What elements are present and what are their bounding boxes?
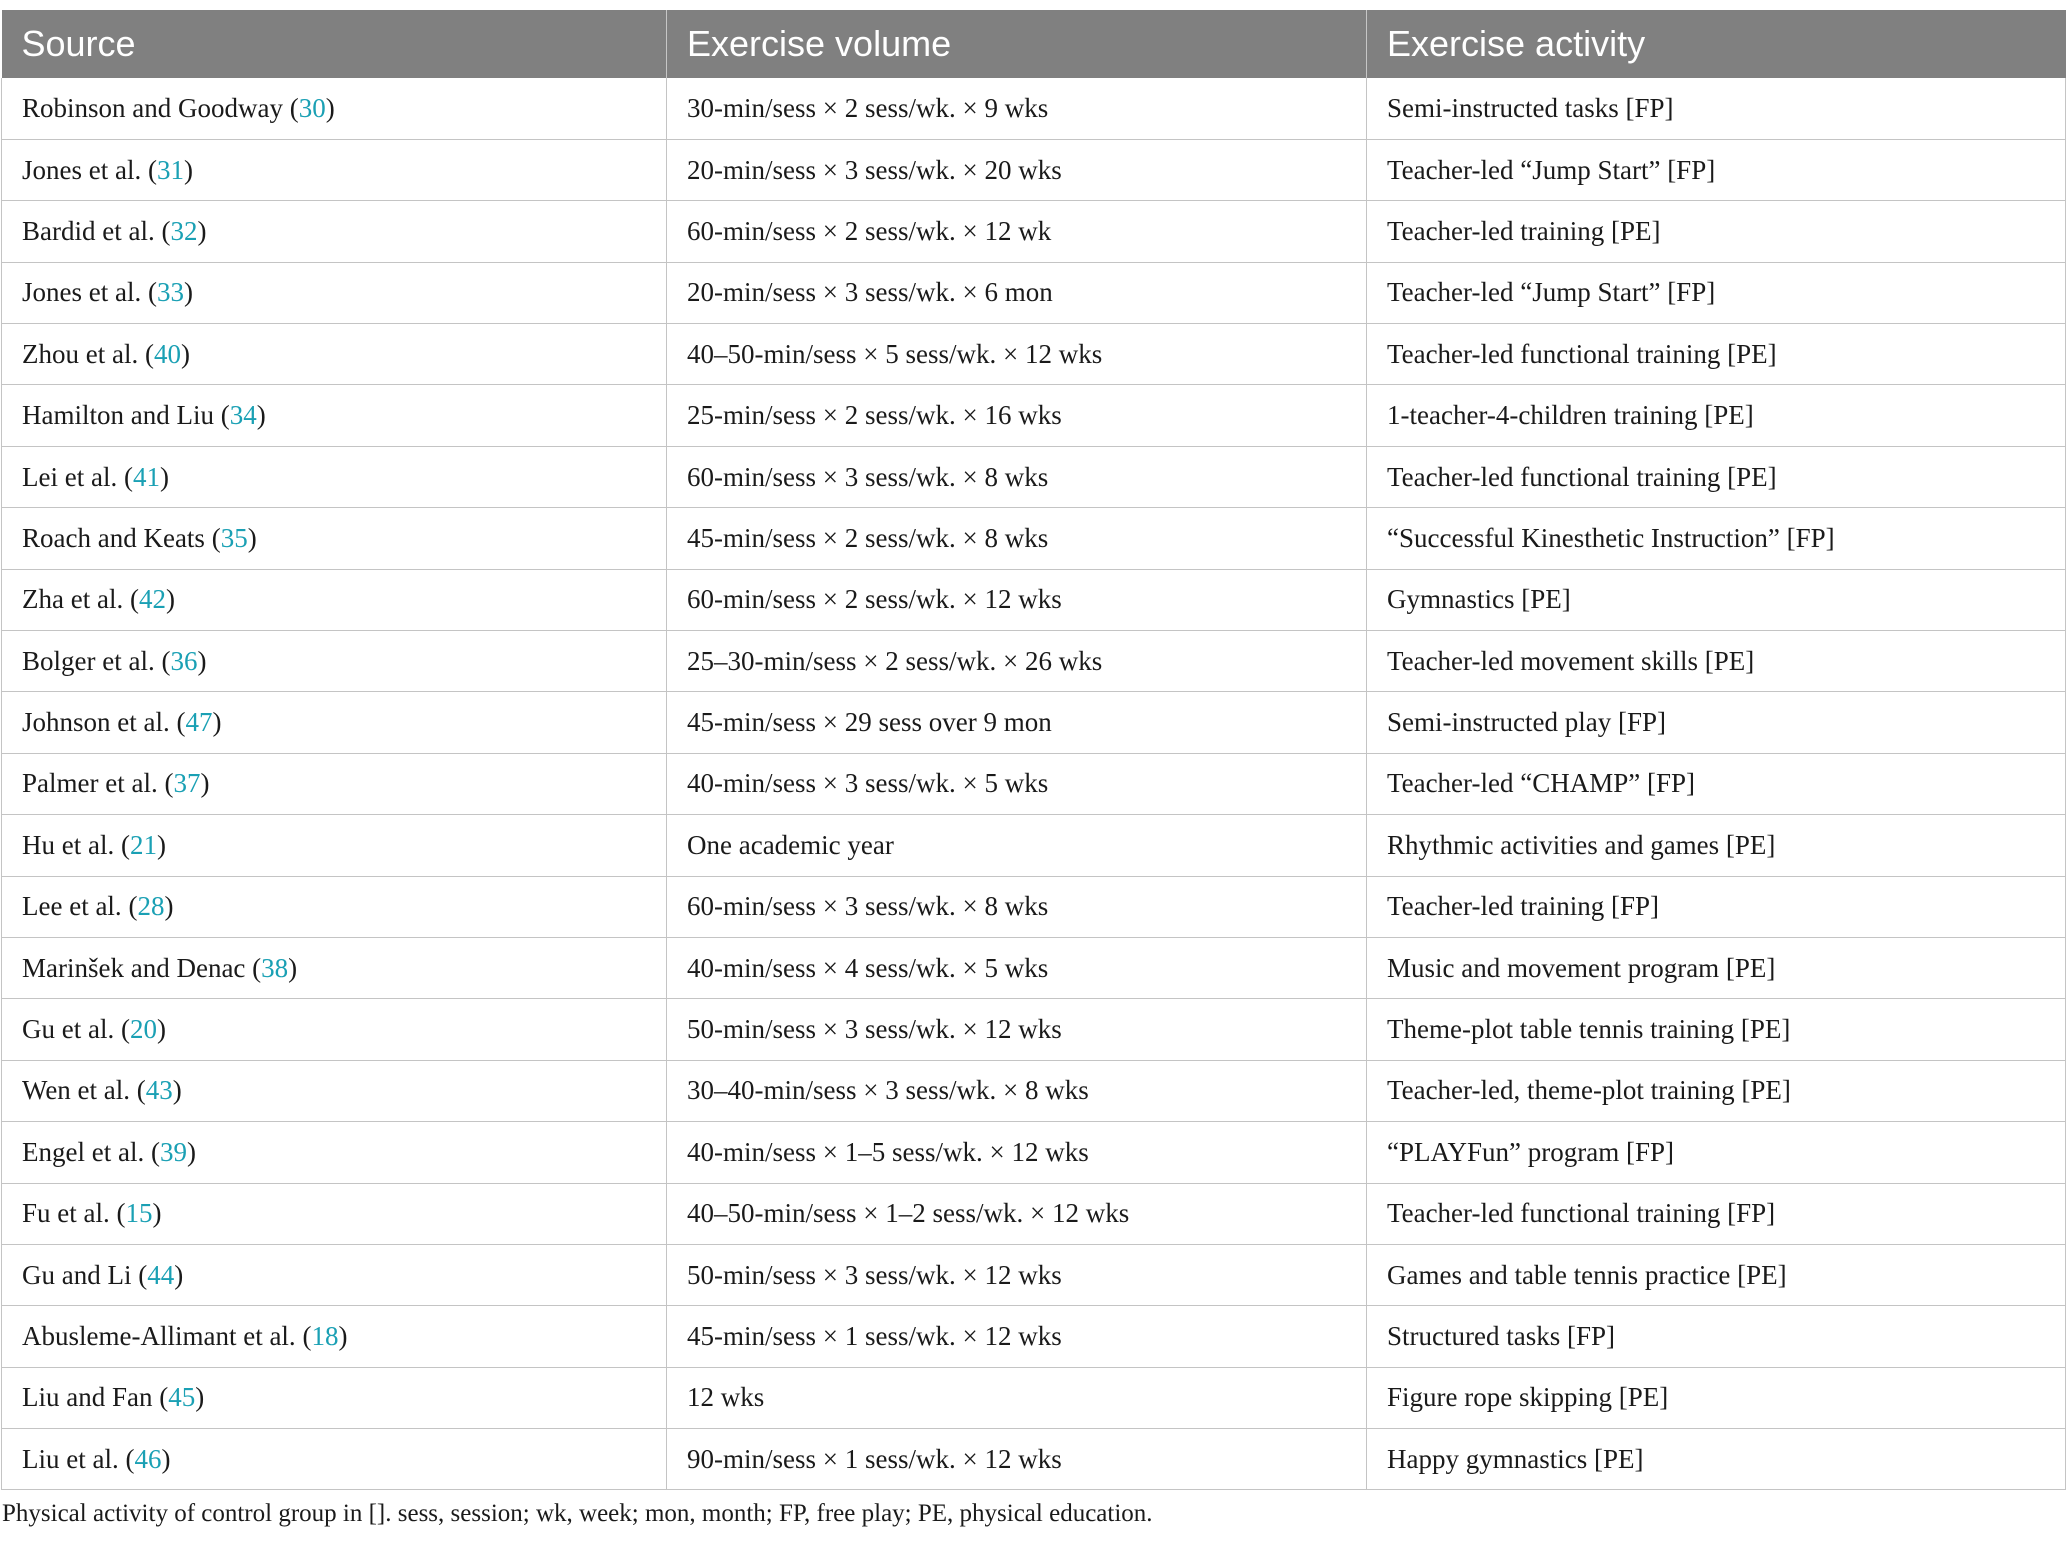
reference-link[interactable]: 37: [173, 768, 201, 799]
cell-exercise-activity: Teacher-led “Jump Start” [FP]: [1367, 139, 2066, 200]
source-name: Bardid et al.: [22, 215, 155, 246]
cell-exercise-volume: 60-min/sess × 3 sess/wk. × 8 wks: [667, 876, 1367, 937]
cell-source: Liu and Fan (45): [2, 1367, 667, 1428]
cell-exercise-activity: 1-teacher-4-children training [PE]: [1367, 385, 2066, 446]
source-name: Hu et al.: [22, 829, 115, 860]
table-container: [1, 10, 2065, 1490]
table-row: [2, 631, 2066, 692]
cell-source: Zhou et al. (40): [2, 324, 667, 385]
source-name: Lei et al.: [22, 461, 118, 492]
table-footnote: Physical activity of control group in []. sess, session; wk, week; mon, month; FP, free play; PE, physical education.: [2, 1500, 1153, 1527]
cell-exercise-activity: Teacher-led, theme-plot training [PE]: [1367, 1060, 2066, 1121]
table-row: [2, 1429, 2066, 1490]
cell-source: Abusleme-Allimant et al. (18): [2, 1306, 667, 1367]
cell-exercise-volume: 30–40-min/sess × 3 sess/wk. × 8 wks: [667, 1060, 1367, 1121]
source-name: Abusleme-Allimant et al.: [22, 1321, 296, 1351]
cell-source: Gu et al. (20): [2, 999, 667, 1060]
source-name: Palmer et al.: [22, 768, 158, 799]
reference-link[interactable]: 45: [168, 1382, 196, 1413]
table-row: [2, 385, 2066, 446]
cell-exercise-volume: 40-min/sess × 1–5 sess/wk. × 12 wks: [667, 1122, 1367, 1183]
cell-source: Robinson and Goodway (30): [2, 78, 667, 139]
cell-exercise-activity: Teacher-led “Jump Start” [FP]: [1367, 262, 2066, 323]
cell-exercise-activity: Teacher-led functional training [FP]: [1367, 1183, 2066, 1244]
cell-source: Johnson et al. (47): [2, 692, 667, 753]
table-row: [2, 508, 2066, 569]
header-exercise-activity: Exercise activity: [1367, 10, 2066, 78]
reference-link[interactable]: 18: [311, 1321, 339, 1351]
cell-source: Bardid et al. (32): [2, 201, 667, 262]
cell-exercise-volume: 50-min/sess × 3 sess/wk. × 12 wks: [667, 999, 1367, 1060]
source-name: Bolger et al.: [22, 645, 155, 676]
source-name: Gu and Li: [22, 1259, 132, 1290]
reference-link[interactable]: 15: [125, 1198, 153, 1229]
table-body: [2, 78, 2066, 1490]
table-row: [2, 937, 2066, 998]
table-row: [2, 78, 2066, 139]
table-row: [2, 139, 2066, 200]
cell-source: Hamilton and Liu (34): [2, 385, 667, 446]
cell-exercise-activity: Teacher-led training [PE]: [1367, 201, 2066, 262]
cell-exercise-volume: 40–50-min/sess × 1–2 sess/wk. × 12 wks: [667, 1183, 1367, 1244]
cell-source: Palmer et al. (37): [2, 753, 667, 814]
cell-source: Lee et al. (28): [2, 876, 667, 937]
table-row: [2, 569, 2066, 630]
cell-exercise-activity: Gymnastics [PE]: [1367, 569, 2066, 630]
reference-link[interactable]: 44: [147, 1259, 175, 1290]
source-name: Engel et al.: [22, 1136, 145, 1167]
table-row: [2, 1306, 2066, 1367]
table-row: [2, 1122, 2066, 1183]
source-name: Liu et al.: [22, 1443, 119, 1474]
table-row: [2, 1183, 2066, 1244]
cell-exercise-volume: 30-min/sess × 2 sess/wk. × 9 wks: [667, 78, 1367, 139]
cell-source: Liu et al. (46): [2, 1429, 667, 1490]
source-name: Marinšek and Denac: [22, 952, 246, 983]
cell-source: Zha et al. (42): [2, 569, 667, 630]
source-name: Jones et al.: [22, 154, 142, 185]
reference-link[interactable]: 46: [134, 1443, 162, 1474]
source-name: Robinson and Goodway: [22, 92, 283, 123]
reference-link[interactable]: 34: [229, 400, 257, 431]
table-row: [2, 262, 2066, 323]
source-name: Jones et al.: [22, 277, 142, 308]
table-row: [2, 1244, 2066, 1305]
reference-link[interactable]: 43: [145, 1075, 173, 1106]
table-row: [2, 692, 2066, 753]
source-name: Zhou et al.: [22, 338, 139, 369]
reference-link[interactable]: 41: [132, 461, 160, 492]
table-header: [2, 10, 2066, 78]
reference-link[interactable]: 39: [159, 1136, 187, 1167]
source-name: Liu and Fan: [22, 1382, 153, 1413]
cell-exercise-activity: Rhythmic activities and games [PE]: [1367, 815, 2066, 876]
cell-exercise-volume: 25-min/sess × 2 sess/wk. × 16 wks: [667, 385, 1367, 446]
cell-exercise-volume: 50-min/sess × 3 sess/wk. × 12 wks: [667, 1244, 1367, 1305]
cell-exercise-activity: “Successful Kinesthetic Instruction” [FP]: [1367, 508, 2066, 569]
cell-exercise-volume: 45-min/sess × 29 sess over 9 mon: [667, 692, 1367, 753]
exercise-table: [1, 10, 2066, 1490]
cell-source: Jones et al. (31): [2, 139, 667, 200]
cell-exercise-volume: 12 wks: [667, 1367, 1367, 1428]
cell-exercise-activity: Semi-instructed tasks [FP]: [1367, 78, 2066, 139]
cell-exercise-volume: 25–30-min/sess × 2 sess/wk. × 26 wks: [667, 631, 1367, 692]
reference-link[interactable]: 40: [153, 338, 181, 369]
cell-exercise-volume: 60-min/sess × 2 sess/wk. × 12 wk: [667, 201, 1367, 262]
source-name: Wen et al.: [22, 1075, 131, 1106]
source-name: Lee et al.: [22, 891, 122, 922]
reference-link[interactable]: 30: [298, 92, 326, 123]
cell-source: Bolger et al. (36): [2, 631, 667, 692]
cell-exercise-activity: Teacher-led movement skills [PE]: [1367, 631, 2066, 692]
source-name: Roach and Keats: [22, 522, 205, 553]
reference-link[interactable]: 20: [129, 1014, 157, 1045]
reference-link[interactable]: 36: [170, 645, 198, 676]
header-row: [2, 10, 2066, 78]
cell-exercise-activity: Figure rope skipping [PE]: [1367, 1367, 2066, 1428]
cell-exercise-volume: 90-min/sess × 1 sess/wk. × 12 wks: [667, 1429, 1367, 1490]
cell-source: Jones et al. (33): [2, 262, 667, 323]
cell-exercise-activity: Structured tasks [FP]: [1367, 1306, 2066, 1367]
cell-source: Engel et al. (39): [2, 1122, 667, 1183]
cell-exercise-activity: Happy gymnastics [PE]: [1367, 1429, 2066, 1490]
table-row: [2, 201, 2066, 262]
source-name: Johnson et al.: [22, 707, 170, 738]
reference-link[interactable]: 32: [170, 215, 198, 246]
cell-exercise-volume: 20-min/sess × 3 sess/wk. × 20 wks: [667, 139, 1367, 200]
cell-exercise-volume: 20-min/sess × 3 sess/wk. × 6 mon: [667, 262, 1367, 323]
cell-source: Marinšek and Denac (38): [2, 937, 667, 998]
source-name: Hamilton and Liu: [22, 400, 214, 431]
cell-exercise-volume: One academic year: [667, 815, 1367, 876]
table-row: [2, 815, 2066, 876]
reference-link[interactable]: 21: [129, 829, 157, 860]
cell-exercise-volume: 60-min/sess × 3 sess/wk. × 8 wks: [667, 446, 1367, 507]
table-row: [2, 876, 2066, 937]
source-name: Gu et al.: [22, 1014, 115, 1045]
table-row: [2, 446, 2066, 507]
cell-exercise-volume: 40-min/sess × 3 sess/wk. × 5 wks: [667, 753, 1367, 814]
cell-source: Gu and Li (44): [2, 1244, 667, 1305]
cell-exercise-volume: 60-min/sess × 2 sess/wk. × 12 wks: [667, 569, 1367, 630]
table-row: [2, 753, 2066, 814]
cell-exercise-activity: “PLAYFun” program [FP]: [1367, 1122, 2066, 1183]
cell-source: Fu et al. (15): [2, 1183, 667, 1244]
cell-source: Wen et al. (43): [2, 1060, 667, 1121]
cell-exercise-volume: 45-min/sess × 2 sess/wk. × 8 wks: [667, 508, 1367, 569]
table-row: [2, 999, 2066, 1060]
cell-source: Lei et al. (41): [2, 446, 667, 507]
header-source: Source: [2, 10, 667, 78]
cell-exercise-volume: 40-min/sess × 4 sess/wk. × 5 wks: [667, 937, 1367, 998]
cell-source: Hu et al. (21): [2, 815, 667, 876]
cell-exercise-activity: Teacher-led functional training [PE]: [1367, 324, 2066, 385]
reference-link[interactable]: 31: [156, 154, 184, 185]
cell-exercise-activity: Games and table tennis practice [PE]: [1367, 1244, 2066, 1305]
source-name: Fu et al.: [22, 1198, 110, 1229]
reference-link[interactable]: 33: [156, 277, 184, 308]
cell-exercise-activity: Teacher-led training [FP]: [1367, 876, 2066, 937]
cell-exercise-activity: Semi-instructed play [FP]: [1367, 692, 2066, 753]
cell-exercise-activity: Theme-plot table tennis training [PE]: [1367, 999, 2066, 1060]
reference-link[interactable]: 28: [137, 891, 165, 922]
table-row: [2, 1060, 2066, 1121]
cell-exercise-activity: Teacher-led “CHAMP” [FP]: [1367, 753, 2066, 814]
table-row: [2, 324, 2066, 385]
header-exercise-volume: Exercise volume: [667, 10, 1367, 78]
reference-link[interactable]: 42: [138, 584, 166, 615]
cell-exercise-activity: Teacher-led functional training [PE]: [1367, 446, 2066, 507]
reference-link[interactable]: 35: [220, 522, 248, 553]
reference-link[interactable]: 47: [185, 707, 213, 738]
source-name: Zha et al.: [22, 584, 124, 615]
cell-exercise-volume: 40–50-min/sess × 5 sess/wk. × 12 wks: [667, 324, 1367, 385]
table-row: [2, 1367, 2066, 1428]
cell-exercise-volume: 45-min/sess × 1 sess/wk. × 12 wks: [667, 1306, 1367, 1367]
cell-exercise-activity: Music and movement program [PE]: [1367, 937, 2066, 998]
reference-link[interactable]: 38: [261, 952, 289, 983]
cell-source: Roach and Keats (35): [2, 508, 667, 569]
